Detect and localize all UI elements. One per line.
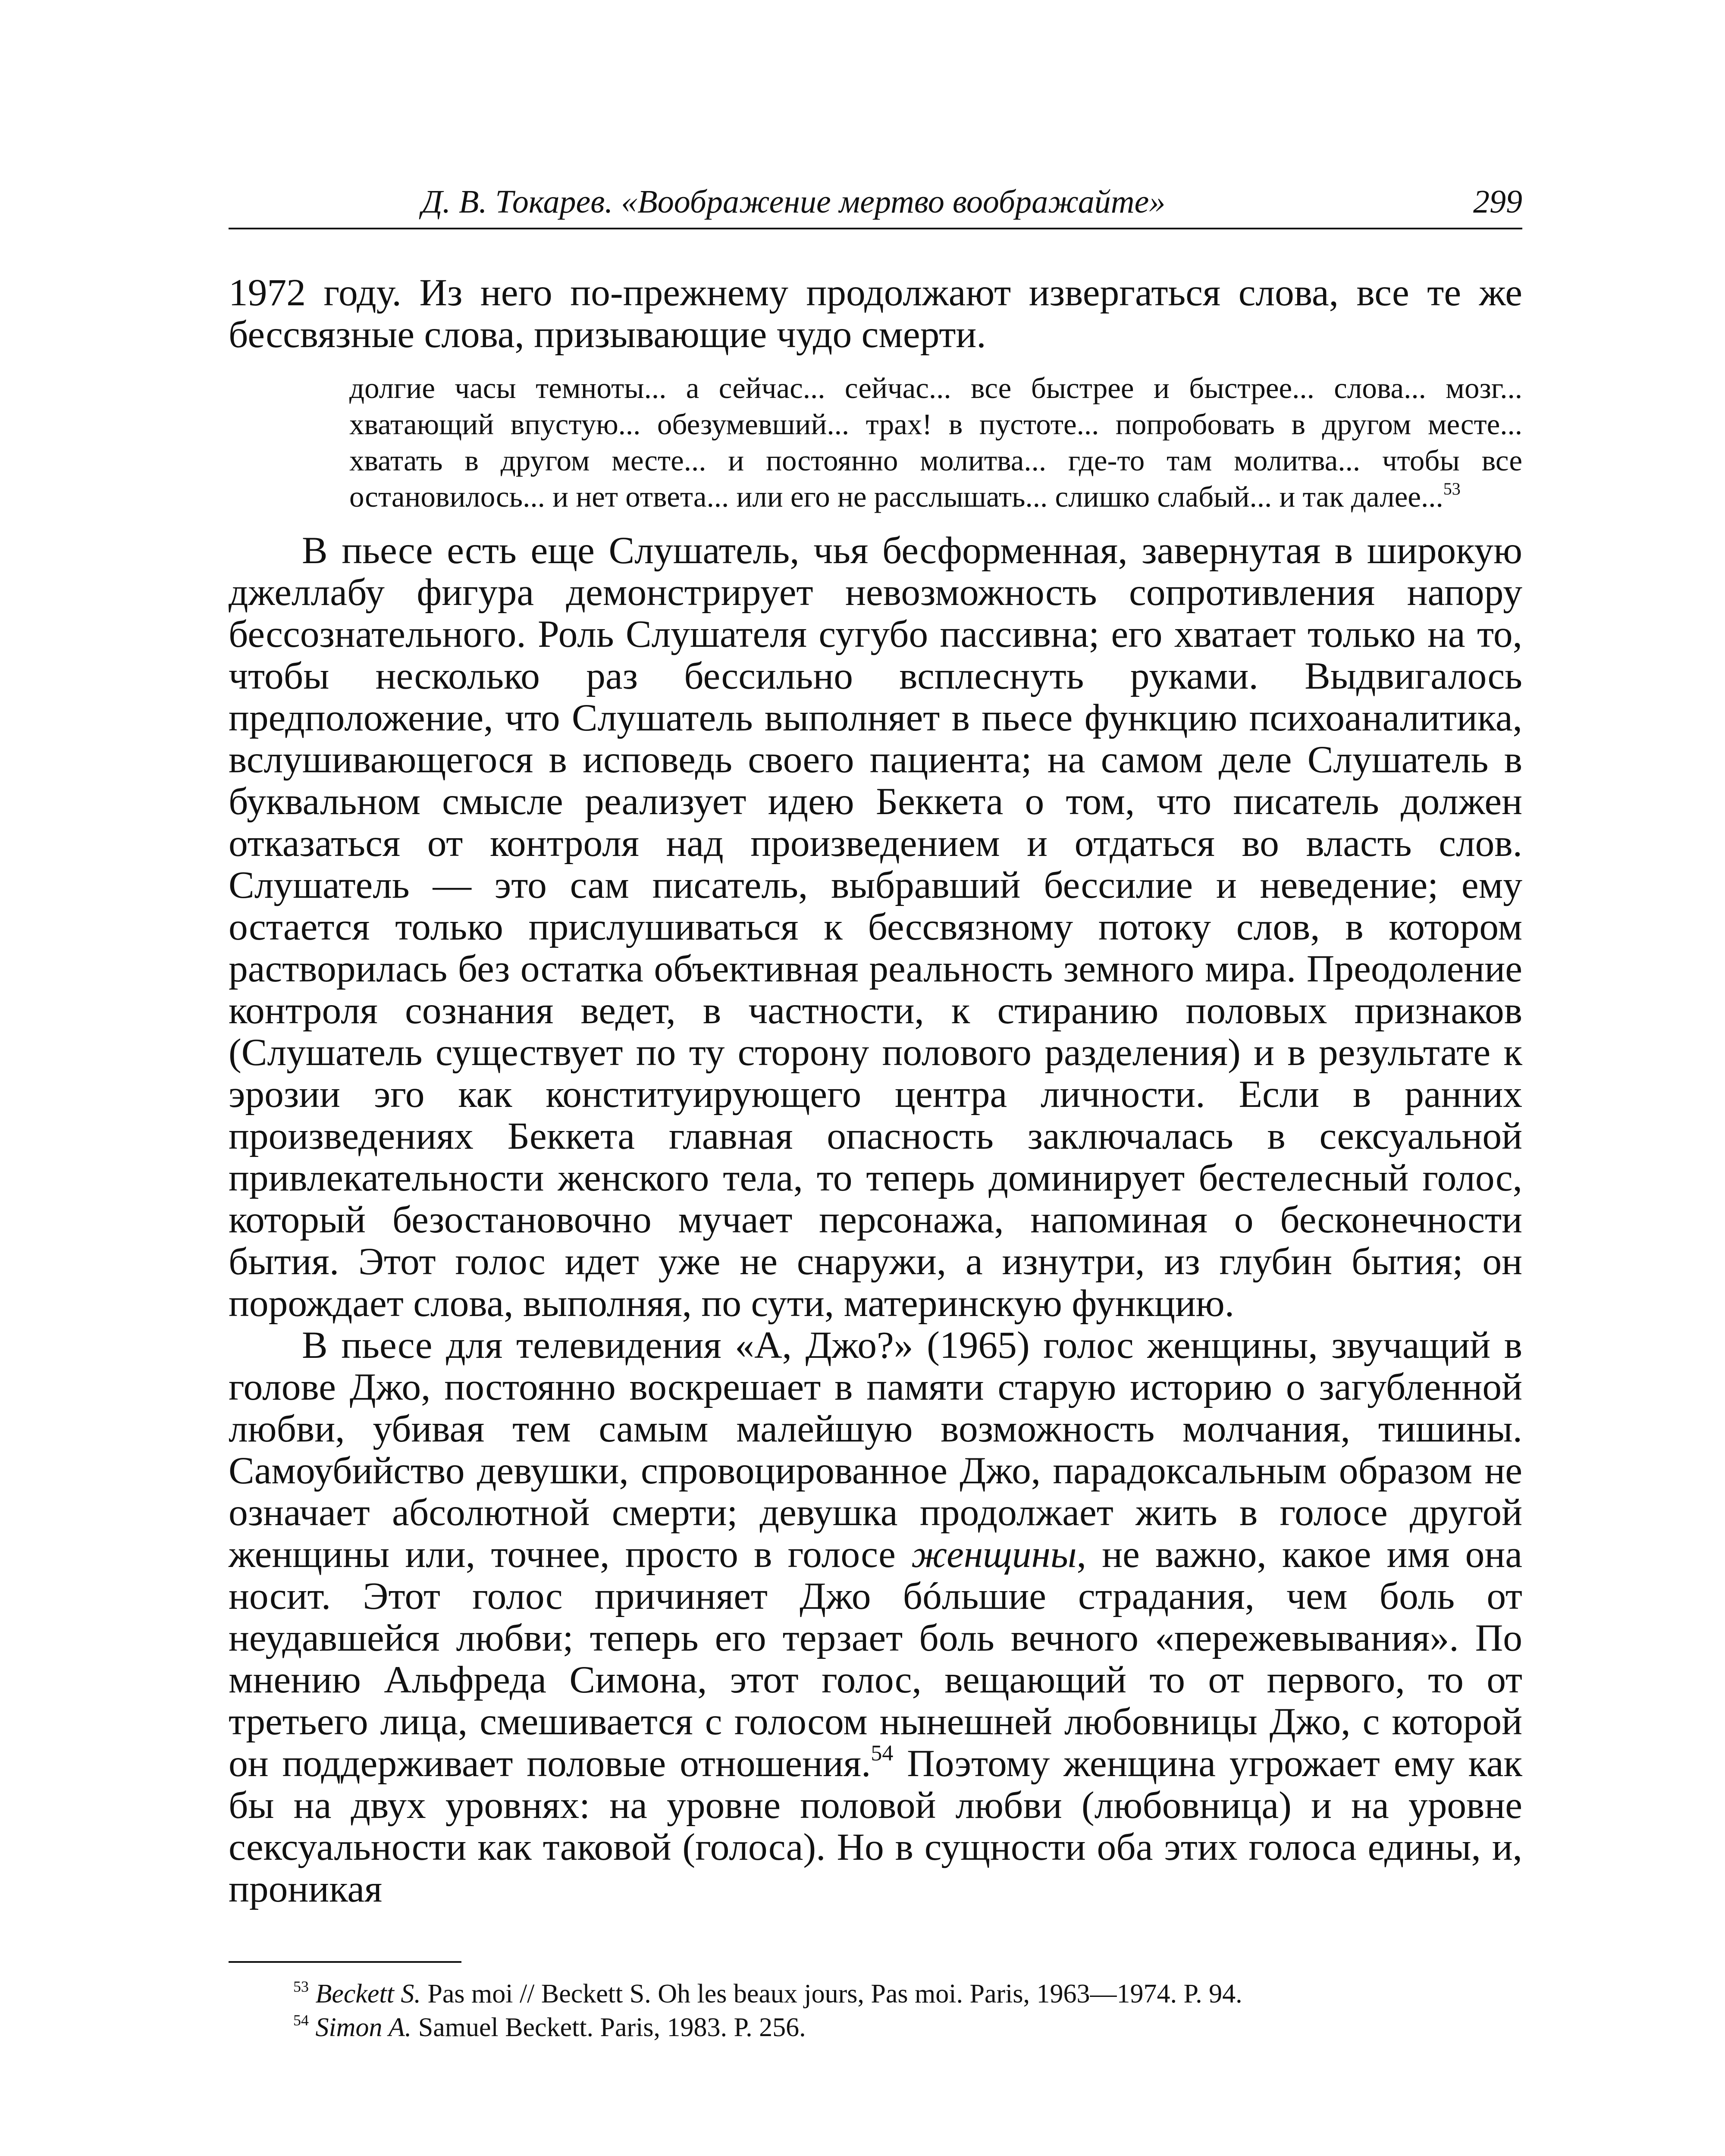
- footnote-author: Beckett S.: [315, 1979, 421, 2009]
- footnote-text: Samuel Beckett. Paris, 1983. P. 256.: [411, 2013, 806, 2042]
- paragraph-eh-joe-part-b: , не важно, какое имя она носит. Этот голос причиняет Джо бóльшие страдания, чем боль от неудавшейся любви; теперь его терзает боль вечного «пережевывания». По мнению Альфреда Симона, этот голос, вещающий то от первого, то от третьего лица, смешивается с голосом нынешней любовницы Джо, с которой он поддерживает половые отношения.: [229, 1533, 1522, 1785]
- footnote-text: Pas moi // Beckett S. Oh les beaux jours, Pas moi. Paris, 1963—1974. P. 94.: [420, 1979, 1242, 2009]
- page-number: 299: [1473, 184, 1522, 220]
- emphasis-word: женщины: [911, 1533, 1077, 1576]
- running-title: Д. В. Токарев. «Воображение мертво воображайте»: [421, 184, 1166, 220]
- footnote-53: [293, 1977, 1527, 2011]
- footnote-ref-53[interactable]: 53: [1443, 479, 1461, 498]
- running-header: [229, 180, 1522, 229]
- footnote-ref-54[interactable]: 54: [871, 1741, 894, 1766]
- footnote-number: 53: [293, 1977, 309, 1995]
- paragraph-eh-joe-part-c: Поэтому женщина угрожает ему как бы на двух уровнях: на уровне половой любви (любовница) и на уровне сексуальности как таковой (голоса). Но в сущности оба этих голоса едины, и, проникая: [229, 1742, 1523, 1910]
- paragraph-listener: В пьесе есть еще Слушатель, чья бесформенная, завернутая в широкую джеллабу фигура демонстрирует невозможность сопротивления напору бессознательного. Роль Слушателя сугубо пассивна; его хватает только на то, чтобы несколько раз бессильно всплеснуть руками. Выдвигалось предположение, что Слушатель выполняет в пьесе функцию психоаналитика, вслушивающегося в исповедь своего пациента; на самом деле Слушатель в буквальном смысле реализует идею Беккета о том, что писатель должен отказаться от контроля над произведением и отдаться во власть слов. Слушатель — это сам писатель, выбравший бессилие и неведение; ему остается только прислушиваться к бессвязному потоку слов, в котором растворилась без остатка объективная реальность земного мира. Преодоление контроля сознания ведет, в частности, к стиранию половых признаков (Слушатель существует по ту сторону полового разделения) и в результате к эрозии эго как конституирующего центра личности. Если в ранних произведениях Беккета главная опасность заключалась в сексуальной привлекательности женского тела, то теперь доминирует бестелесный голос, который безостановочно мучает персонажа, напоминая о бесконечности бытия. Этот голос идет уже не снаружи, а изнутри, из глубин бытия; он порождает слова, выполняя, по сути, материнскую функцию.: [229, 529, 1522, 1325]
- paragraph-eh-joe-part-a: В пьесе для телевидения «А, Джо?» (1965) голос женщины, звучащий в голове Джо, постоянно воскрешает в памяти старую историю о загубленной любви, убивая тем самым малейшую возможность молчания, тишины. Самоубийство девушки, спровоцированное Джо, парадоксальным образом не означает абсолютной смерти; девушка продолжает жить в голосе другой женщины или, точнее, просто в голосе: [229, 1324, 1522, 1576]
- footnote-number: 54: [293, 2011, 309, 2029]
- block-quote: [349, 370, 1522, 515]
- paragraph-eh-joe: [229, 1324, 1522, 1910]
- intro-paragraph: 1972 году. Из него по-прежнему продолжают извергаться слова, все те же бессвязные слова, призывающие чудо смерти.: [229, 271, 1522, 356]
- footnote-54: [293, 2011, 1527, 2044]
- footnotes: [293, 1977, 1527, 2044]
- footnote-divider: [229, 1961, 461, 1963]
- quote-text: долгие часы темноты... а сейчас... сейчас... все быстрее и быстрее... слова... мозг... хватающий впустую... обезумевший... трах! в пустоте... попробовать в другом месте... хватать в другом месте... и постоянно молитва... где-то там молитва... чтобы все остановилось... и нет ответа... или его не расслышать... слишко слабый... и так далее...: [349, 372, 1522, 513]
- main-text: [229, 272, 1522, 1910]
- footnote-author: Simon A.: [315, 2013, 412, 2042]
